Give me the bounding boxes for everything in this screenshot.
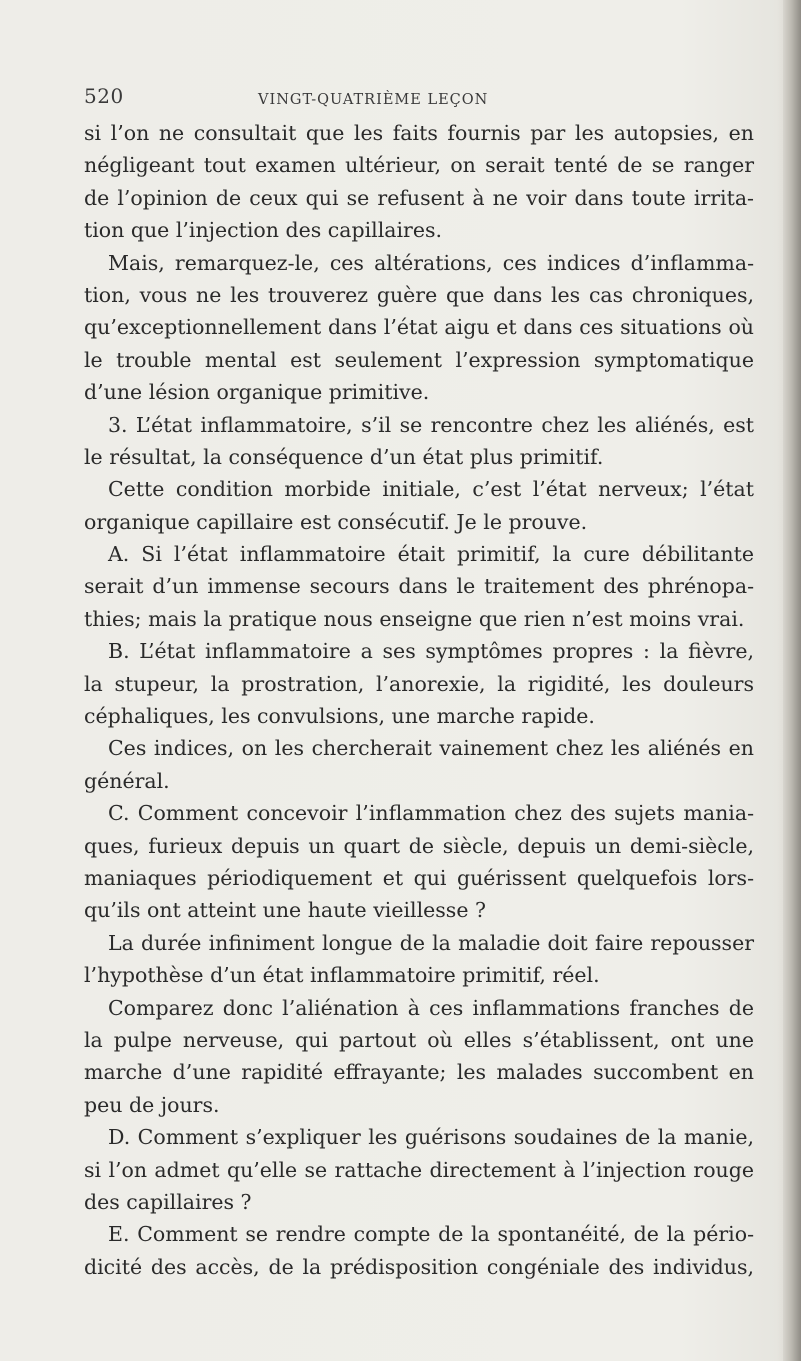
text-line: de l’opinion de ceux qui se refusent à ne voir dans toute irrita- [84, 185, 754, 210]
text-line: dicité des accès, de la prédisposition congéniale des individus, [84, 1254, 754, 1279]
text-line: Comparez donc l’aliénation à ces inflammations franches de [108, 995, 754, 1020]
text-line: si l’on admet qu’elle se rattache directement à l’injection rouge [84, 1157, 754, 1182]
text-line: la pulpe nerveuse, qui partout où elles s’établissent, ont une [84, 1027, 754, 1052]
text-line: des capillaires ? [84, 1189, 252, 1214]
text-line: le trouble mental est seulement l’expression symptomatique [84, 347, 754, 372]
text-line: marche d’une rapidité effrayante; les malades succombent en [84, 1060, 754, 1085]
text-line: D. Comment s’expliquer les guérisons soudaines de la manie, [108, 1125, 754, 1150]
page-edge [783, 0, 801, 1361]
text-line: maniaques périodiquement et qui guérissent quelquefois lors- [84, 865, 754, 890]
text-line: la stupeur, la prostration, l’anorexie, la rigidité, les douleurs [84, 671, 754, 696]
page-number: 520 [84, 84, 124, 108]
text-line: 3. L’état inflammatoire, s’il se rencontre chez les aliénés, est [108, 412, 754, 437]
text-line: céphaliques, les convulsions, une marche rapide. [84, 704, 595, 729]
text-line: tion que l’injection des capillaires. [84, 218, 443, 243]
text-line: thies; mais la pratique nous enseigne que rien n’est moins vrai. [84, 606, 745, 631]
text-line: E. Comment se rendre compte de la spontanéité, de la pério- [108, 1222, 754, 1247]
text-line: C. Comment concevoir l’inflammation chez des sujets mania- [108, 801, 754, 826]
text-line: l’hypothèse d’un état inflammatoire primitif, réel. [84, 963, 600, 988]
text-line: si l’on ne consultait que les faits fournis par les autopsies, en [84, 121, 754, 145]
body-text [84, 117, 754, 1283]
running-head: VINGT-QUATRIÈME LEÇON [258, 92, 489, 108]
text-line: organique capillaire est consécutif. Je le prouve. [84, 509, 588, 534]
text-line: peu de jours. [84, 1092, 220, 1117]
text-line: le résultat, la conséquence d’un état plus primitif. [84, 444, 604, 469]
text-line: La durée infiniment longue de la maladie doit faire repousser [108, 930, 754, 955]
text-line: général. [84, 768, 170, 793]
text-line: serait d’un immense secours dans le traitement des phrénopa- [84, 574, 754, 599]
text-line: B. L’état inflammatoire a ses symptômes propres : la fièvre, [108, 639, 754, 664]
text-line: A. Si l’état inflammatoire était primitif, la cure débilitante [108, 542, 754, 567]
text-line: qu’ils ont atteint une haute vieillesse ? [84, 898, 486, 923]
text-line: d’une lésion organique primitive. [84, 380, 430, 405]
text-line: tion, vous ne les trouverez guère que dans les cas chroniques, [84, 282, 754, 307]
text-line: Cette condition morbide initiale, c’est l’état nerveux; l’état [108, 477, 754, 502]
text-line: Mais, remarquez-le, ces altérations, ces indices d’inflamma- [108, 250, 754, 275]
text-line: ques, furieux depuis un quart de siècle, depuis un demi-siècle, [84, 833, 754, 858]
text-line: qu’exceptionnellement dans l’état aigu et dans ces situations où [84, 315, 754, 340]
text-line: négligeant tout examen ultérieur, on serait tenté de se ranger [84, 153, 754, 178]
text-line: Ces indices, on les chercherait vainement chez les aliénés en [108, 736, 754, 761]
